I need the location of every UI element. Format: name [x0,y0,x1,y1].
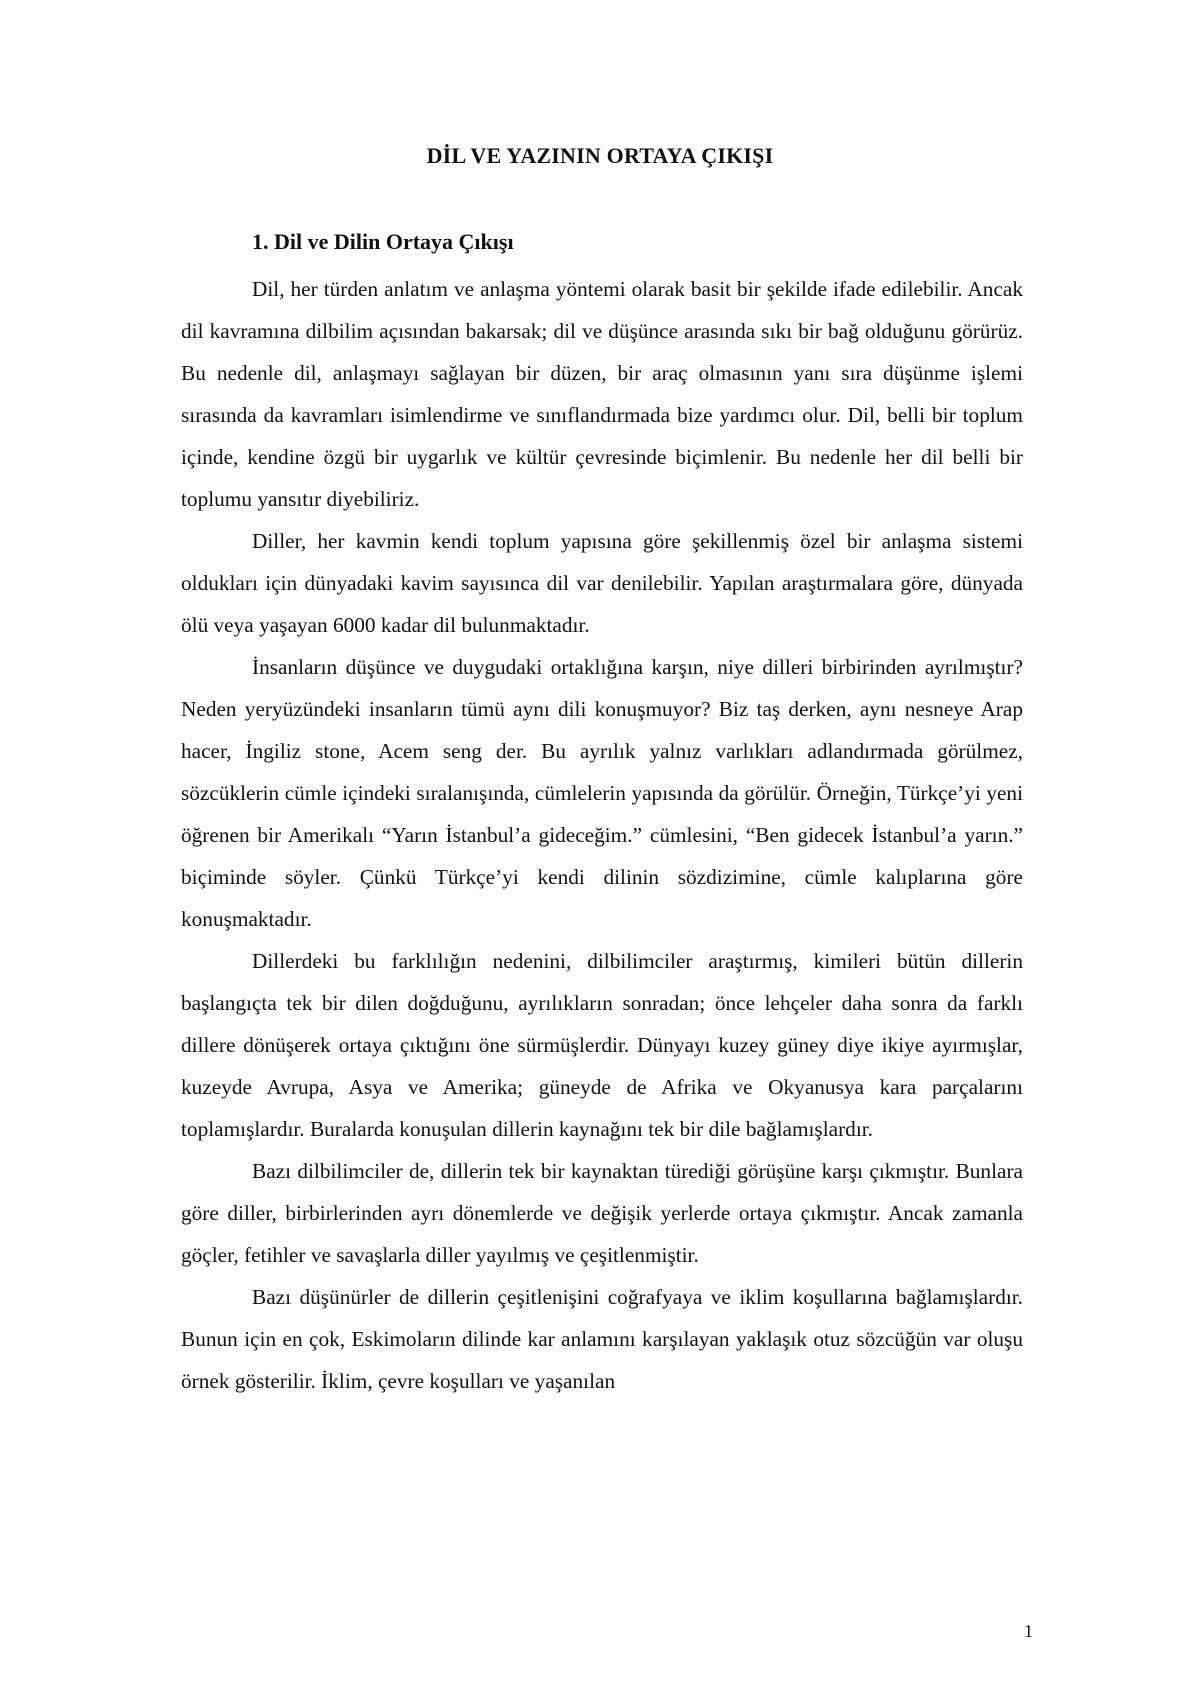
paragraph-2: Diller, her kavmin kendi toplum yapısına göre şekillenmiş özel bir anlaşma sistemi oldukları için dünyadaki kavim sayısınca dil var denilebilir. Yapılan araştırmalara göre, dünyada ölü veya yaşayan 6000 kadar dil bulunmaktadır. [181,529,1023,637]
paragraph-5: Bazı dilbilimciler de, dillerin tek bir kaynaktan türediği görüşüne karşı çıkmıştır. Bunlara göre diller, birbirlerinden ayrı dönemlerde ve değişik yerlerde ortaya çıkmıştır. Ancak zamanla göçler, fetihler ve savaşlarla diller yayılmış ve çeşitlenmiştir. [181,1159,1023,1267]
paragraph-6: Bazı düşünürler de dillerin çeşitlenişini coğrafyaya ve iklim koşullarına bağlamışlardır. Bunun için en çok, Eskimoların dilinde kar anlamını karşılayan yaklaşık otuz sözcüğün var oluşu örnek gösterilir. İklim, çevre koşulları ve yaşanılan [181,1285,1023,1393]
paragraph-3: İnsanların düşünce ve duygudaki ortaklığına karşın, niye dilleri birbirinden ayrılmıştır? Neden yeryüzündeki insanların tümü aynı dili konuşmuyor? Biz taş derken, aynı nesneye Arap hacer, İngiliz stone, Acem seng der. Bu ayrılık yalnız varlıkları adlandırmada görülmez, sözcüklerin cümle içindeki sıralanışında, cümlelerin yapısında da görülür. Örneğin, Türkçe’yi yeni öğrenen bir Amerikalı “Yarın İstanbul’a gideceğim.” cümlesini, “Ben gidecek İstanbul’a yarın.” biçiminde söyler. Çünkü Türkçe’yi kendi dilinin sözdizimine, cümle kalıplarına göre konuşmaktadır. [181,655,1023,931]
paragraph-4: Dillerdeki bu farklılığın nedenini, dilbilimciler araştırmış, kimileri bütün dillerin başlangıçta tek bir dilen doğduğunu, ayrılıkların sonradan; önce lehçeler daha sonra da farklı dillere dönüşerek ortaya çıktığını öne sürmüşlerdir. Dünyayı kuzey güney diye ikiye ayırmışlar, kuzeyde Avrupa, Asya ve Amerika; güneyde de Afrika ve Okyanusya kara parçalarını toplamışlardır. Buralarda konuşulan dillerin kaynağını tek bir dile bağlamışlardır. [181,949,1023,1141]
section-heading: 1. Dil ve Dilin Ortaya Çıkışı [252,229,514,254]
document-title: DİL VE YAZININ ORTAYA ÇIKIŞI [426,143,774,168]
page-number: 1 [1024,1621,1033,1641]
paragraph-1: Dil, her türden anlatım ve anlaşma yöntemi olarak basit bir şekilde ifade edilebilir. Ancak dil kavramına dilbilim açısından bakarsak; dil ve düşünce arasında sıkı bir bağ olduğunu görürüz. Bu nedenle dil, anlaşmayı sağlayan bir düzen, bir araç olmasının yanı sıra düşünme işlemi sırasında da kavramları isimlendirme ve sınıflandırmada bize yardımcı olur. Dil, belli bir toplum içinde, kendine özgü bir uygarlık ve kültür çevresinde biçimlenir. Bu nedenle her dil belli bir toplumu yansıtır diyebiliriz. [181,277,1023,511]
body-text [181,268,1023,1402]
